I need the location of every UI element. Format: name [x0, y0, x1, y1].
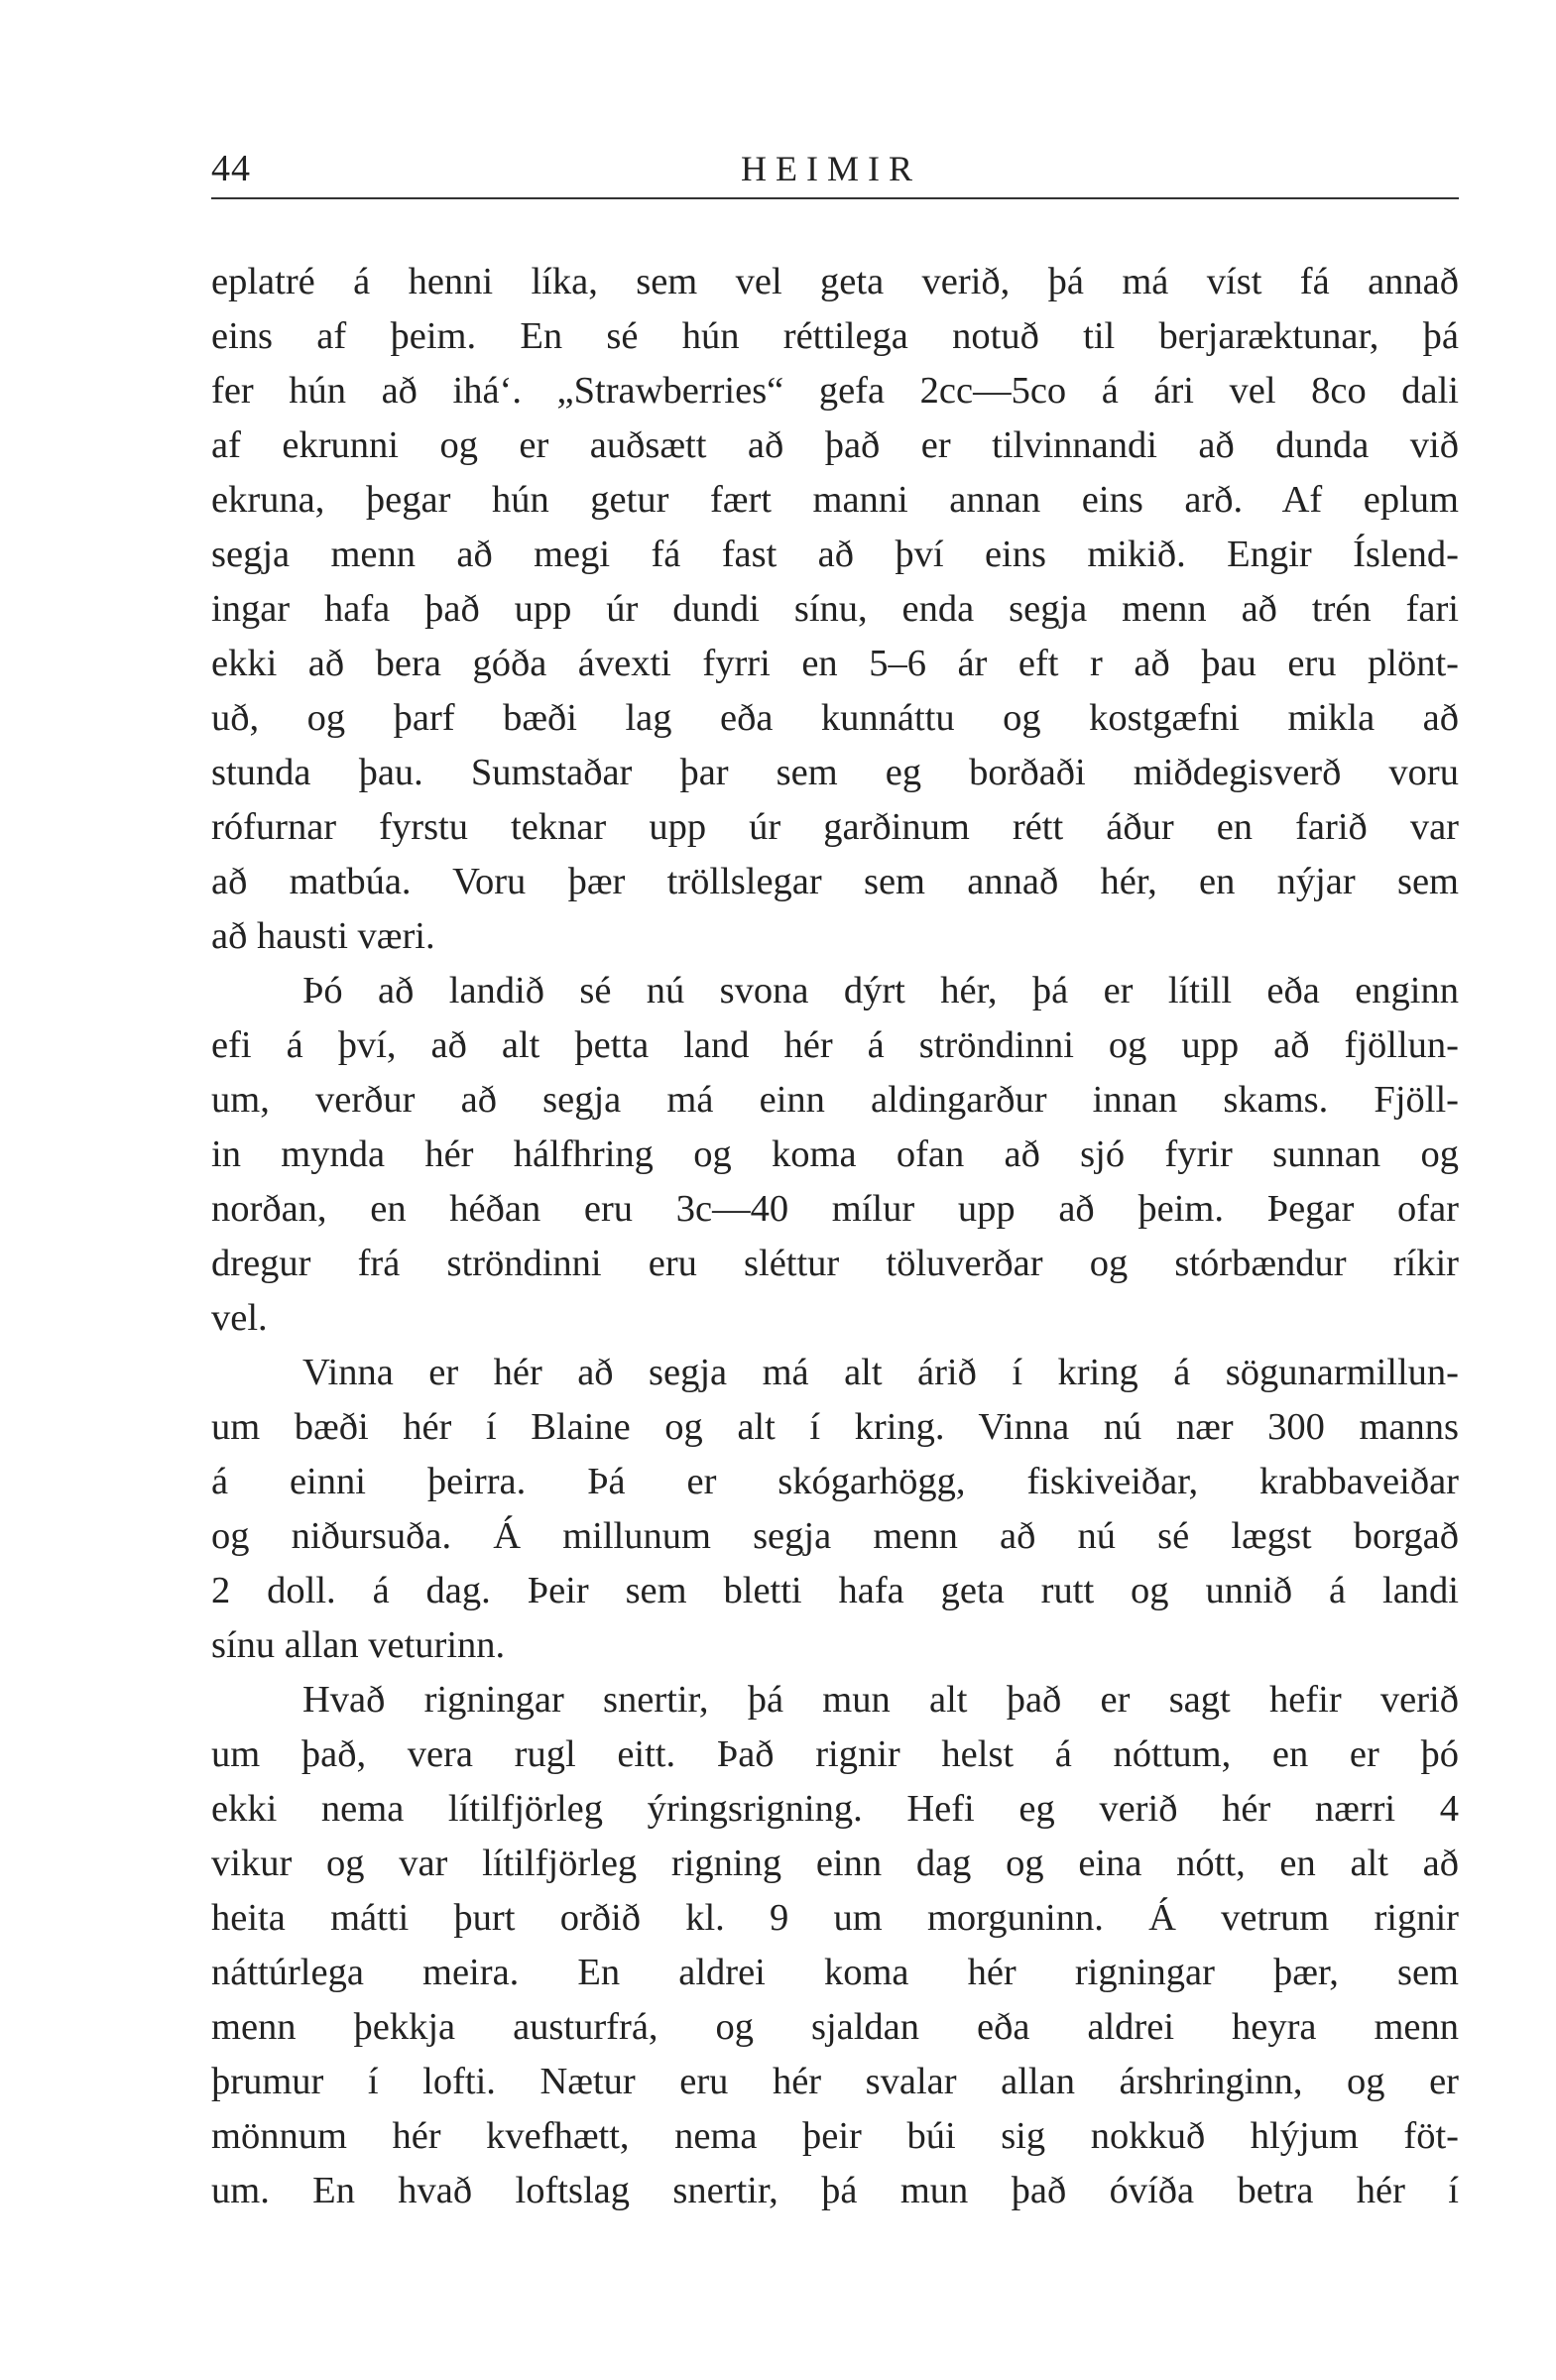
text-line: um bæði hér í Blaine og alt í kring. Vinna nú nær 300 manns	[211, 1406, 1459, 1448]
text-line: um það, vera rugl eitt. Það rignir helst á nóttum, en er þó	[211, 1733, 1459, 1775]
text-line: ekruna, þegar hún getur fært manni annan eins arð. Af eplum	[211, 479, 1459, 521]
text-line: Vinna er hér að segja má alt árið í kring á sögunarmillun-	[302, 1352, 1459, 1393]
text-line: norðan, en héðan eru 3c—40 mílur upp að þeim. Þegar ofar	[211, 1188, 1459, 1230]
text-line: vel.	[211, 1297, 268, 1339]
text-line: þrumur í lofti. Nætur eru hér svalar allan árshringinn, og er	[211, 2061, 1459, 2102]
text-line: sínu allan veturinn.	[211, 1624, 506, 1666]
text-line: náttúrlega meira. En aldrei koma hér rigningar þær, sem	[211, 1952, 1459, 1993]
text-line: Hvað rigningar snertir, þá mun alt það er sagt hefir verið	[302, 1679, 1459, 1721]
text-line: uð, og þarf bæði lag eða kunnáttu og kostgæfni mikla að	[211, 697, 1459, 739]
text-line: að hausti væri.	[211, 915, 435, 957]
text-line: vikur og var lítilfjörleg rigning einn dag og eina nótt, en alt að	[211, 1843, 1459, 1884]
text-line: um, verður að segja má einn aldingarður innan skams. Fjöll-	[211, 1079, 1459, 1121]
text-line: Þó að landið sé nú svona dýrt hér, þá er lítill eða enginn	[302, 970, 1459, 1012]
text-line: að matbúa. Voru þær tröllslegar sem annað hér, en nýjar sem	[211, 861, 1459, 902]
text-line: og niðursuða. Á millunum segja menn að nú sé lægst borgað	[211, 1515, 1459, 1557]
text-line: ekki að bera góða ávexti fyrri en 5–6 ár eft r að þau eru plönt-	[211, 643, 1459, 684]
text-line: á einni þeirra. Þá er skógarhögg, fiskiveiðar, krabbaveiðar	[211, 1461, 1459, 1502]
text-line: rófurnar fyrstu teknar upp úr garðinum rétt áður en farið var	[211, 806, 1459, 848]
text-line: 2 doll. á dag. Þeir sem bletti hafa geta rutt og unnið á landi	[211, 1570, 1459, 1611]
page-number: 44	[211, 148, 251, 189]
text-line: ekki nema lítilfjörleg ýringsrigning. Hefi eg verið hér nærri 4	[211, 1788, 1459, 1830]
text-line: um. En hvað loftslag snertir, þá mun það óvíða betra hér í	[211, 2170, 1459, 2211]
running-title: HEIMIR	[741, 149, 921, 188]
text-line: segja menn að megi fá fast að því eins mikið. Engir Íslend-	[211, 534, 1459, 575]
text-line: stunda þau. Sumstaðar þar sem eg borðaði miðdegisverð voru	[211, 752, 1459, 793]
text-line: efi á því, að alt þetta land hér á ströndinni og upp að fjöllun-	[211, 1024, 1459, 1066]
text-line: af ekrunni og er auðsætt að það er tilvinnandi að dunda við	[211, 424, 1459, 466]
text-line: in mynda hér hálfhring og koma ofan að sjó fyrir sunnan og	[211, 1133, 1459, 1175]
text-line: ingar hafa það upp úr dundi sínu, enda segja menn að trén fari	[211, 588, 1459, 630]
text-line: dregur frá ströndinni eru sléttur töluverðar og stórbændur ríkir	[211, 1243, 1459, 1284]
text-line: fer hún að ihá‘. „Strawberries“ gefa 2cc—5co á ári vel 8co dali	[211, 370, 1459, 412]
text-line: eplatré á henni líka, sem vel geta verið, þá má víst fá annað	[211, 261, 1459, 302]
text-line: mönnum hér kvefhætt, nema þeir búi sig nokkuð hlýjum föt-	[211, 2115, 1459, 2157]
text-line: menn þekkja austurfrá, og sjaldan eða aldrei heyra menn	[211, 2006, 1459, 2048]
text-line: eins af þeim. En sé hún réttilega notuð til berjaræktunar, þá	[211, 315, 1459, 357]
text-line: heita mátti þurt orðið kl. 9 um morguninn. Á vetrum rignir	[211, 1897, 1459, 1939]
